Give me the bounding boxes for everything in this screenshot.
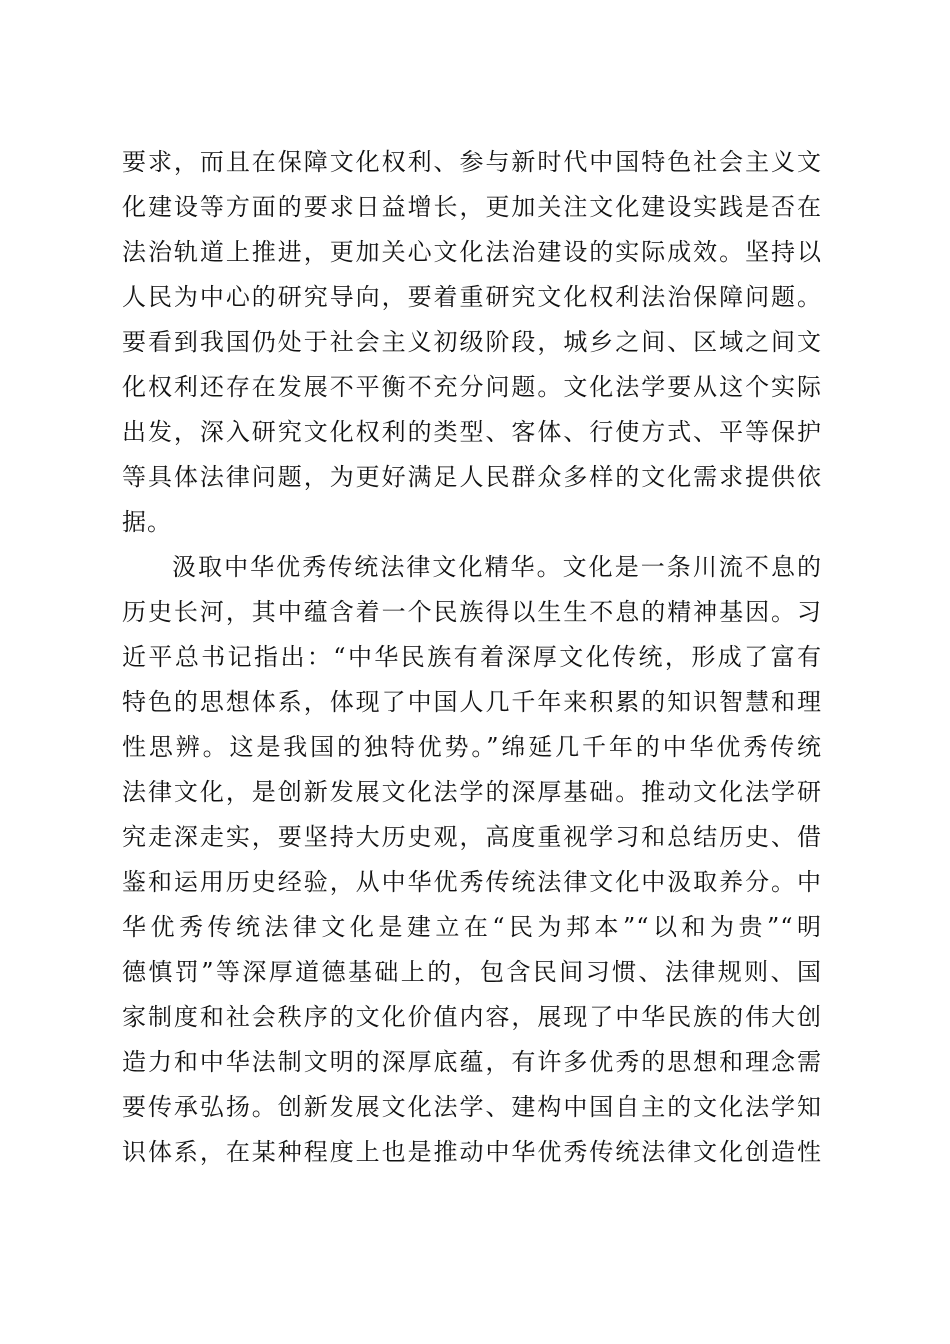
text-line: 要传承弘扬。创新发展文化法学、建构中国自主的文化法学知 (122, 1093, 822, 1121)
text-line: 究走深走实，要坚持大历史观，高度重视学习和总结历史、借 (122, 823, 822, 851)
text-line: 近平总书记指出：“中华民族有着深厚文化传统，形成了富有 (122, 643, 822, 671)
text-line: 特色的思想体系，体现了中国人几千年来积累的知识智慧和理 (122, 688, 822, 716)
text-line: 等具体法律问题，为更好满足人民群众多样的文化需求提供依 (122, 463, 822, 491)
text-line: 汲取中华优秀传统法律文化精华。文化是一条川流不息的 (172, 553, 822, 581)
text-line: 法治轨道上推进，更加关心文化法治建设的实际成效。坚持以 (122, 238, 822, 266)
text-line: 法律文化，是创新发展文化法学的深厚基础。推动文化法学研 (122, 778, 822, 806)
text-line: 出发，深入研究文化权利的类型、客体、行使方式、平等保护 (122, 418, 822, 446)
text-line: 家制度和社会秩序的文化价值内容，展现了中华民族的伟大创 (122, 1003, 822, 1031)
text-line: 造力和中华法制文明的深厚底蕴，有许多优秀的思想和理念需 (122, 1048, 822, 1076)
text-line: 识体系，在某种程度上也是推动中华优秀传统法律文化创造性 (122, 1138, 822, 1166)
paragraph-2 (122, 545, 822, 1175)
text-line: 历史长河，其中蕴含着一个民族得以生生不息的精神基因。习 (122, 598, 822, 626)
text-line: 据。 (122, 508, 172, 536)
text-line: 化建设等方面的要求日益增长，更加关注文化建设实践是否在 (122, 193, 822, 221)
text-line: 鉴和运用历史经验，从中华优秀传统法律文化中汲取养分。中 (122, 868, 822, 896)
text-line: 要求，而且在保障文化权利、参与新时代中国特色社会主义文 (122, 148, 822, 176)
text-line: 性思辨。这是我国的独特优势。”绵延几千年的中华优秀传统 (122, 733, 822, 761)
document-body (122, 140, 822, 1175)
text-line: 要看到我国仍处于社会主义初级阶段，城乡之间、区域之间文 (122, 328, 822, 356)
paragraph-1 (122, 140, 822, 545)
text-line: 德慎罚”等深厚道德基础上的，包含民间习惯、法律规则、国 (122, 958, 822, 986)
text-line: 华优秀传统法律文化是建立在“民为邦本”“以和为贵”“明 (122, 913, 822, 941)
text-line: 化权利还存在发展不平衡不充分问题。文化法学要从这个实际 (122, 373, 822, 401)
text-line: 人民为中心的研究导向，要着重研究文化权利法治保障问题。 (122, 283, 822, 311)
